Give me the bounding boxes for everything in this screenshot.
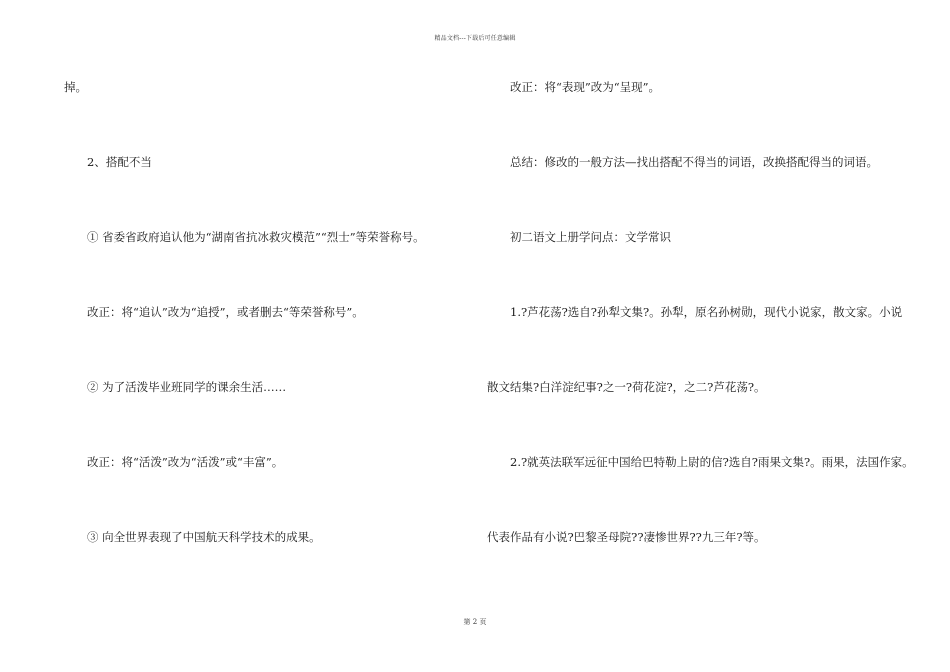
left-line-1: 掉。: [64, 80, 87, 94]
left-example-2: ② 为了活泼毕业班同学的课余生活……: [87, 380, 287, 394]
right-item-2-continued: 代表作品有小说?巴黎圣母院??凄惨世界??九三年?等。: [487, 530, 766, 544]
right-correction-3: 改正：将“表现”改为“呈现”。: [510, 80, 661, 94]
page-number: 第 2 页: [463, 618, 487, 626]
page-header: 精品文档---下载后可任意编辑: [434, 35, 516, 42]
right-section-title: 初二语文上册学问点：文学常识: [510, 230, 671, 244]
left-correction-1: 改正：将“追认”改为“追授”，或者删去“等荣誉称号”。: [87, 305, 364, 319]
right-summary: 总结：修改的一般方法—找出搭配不得当的词语，改换搭配得当的词语。: [510, 155, 878, 169]
right-item-1: 1.?芦花荡?选自?孙犁文集?。孙犁，原名孙树勋，现代小说家，散文家。小说: [510, 305, 903, 319]
right-item-2: 2.?就英法联军远征中国给巴特勒上尉的信?选自?雨果文集?。雨果，法国作家。: [510, 455, 914, 469]
left-example-3: ③ 向全世界表现了中国航天科学技术的成果。: [87, 530, 321, 544]
right-item-1-continued: 散文结集?白洋淀纪事?之一?荷花淀?，之二?芦花荡?。: [487, 380, 766, 394]
left-example-1: ① 省委省政府追认他为“湖南省抗冰救灾模范”“烈士”等荣誉称号。: [87, 230, 425, 244]
left-correction-2: 改正：将“活泼”改为“活泼”或“丰富”。: [87, 455, 284, 469]
left-heading-collocation: 2、搭配不当: [87, 155, 152, 169]
